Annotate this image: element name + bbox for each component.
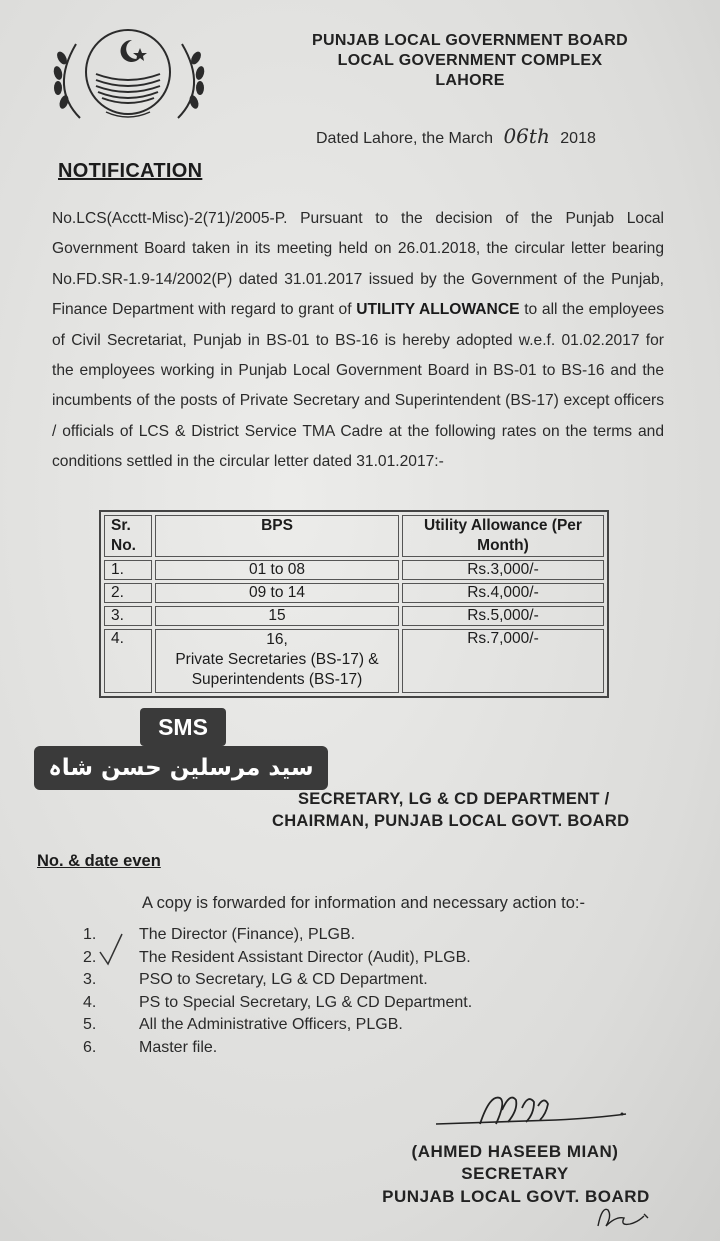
date-line xyxy=(316,124,596,148)
list-num: 6. xyxy=(83,1038,97,1056)
row-bps: 01 to 08 xyxy=(155,560,399,580)
copy-heading: No. & date even xyxy=(37,852,161,870)
initials-icon xyxy=(592,1200,662,1234)
tick-mark-icon xyxy=(96,930,126,970)
row-sr: 4. xyxy=(104,629,152,693)
table-header-row xyxy=(104,515,604,557)
table-row xyxy=(104,583,604,603)
list-text: All the Administrative Officers, PLGB. xyxy=(139,1016,403,1033)
header-sr: Sr. No. xyxy=(104,515,152,557)
org-complex: LOCAL GOVERNMENT COMPLEX xyxy=(337,52,603,69)
body-part1: No.LCS(Acctt-Misc)-2(71)/2005-P. Pursuant to the decision of the Punjab Local Government Board taken in its meeting held on 26.01.2018, the circular letter bearing No.FD.SR-1.9-14/2002(P) dated 31.01.2017 issued by the Government of the Punjab, Finance Department with regard to grant of xyxy=(52,210,664,319)
row-bps: 15 xyxy=(155,606,399,626)
date-day: 06th xyxy=(503,124,550,148)
table-row xyxy=(104,606,604,626)
row-allowance: Rs.4,000/- xyxy=(402,583,604,603)
list-text: PSO to Secretary, LG & CD Department. xyxy=(139,971,428,988)
list-text: The Resident Assistant Director (Audit), PLGB. xyxy=(139,948,471,966)
row-bps: 09 to 14 xyxy=(155,583,399,603)
notification-body xyxy=(52,204,664,478)
signatory2-name: (AHMED HASEEB MIAN) xyxy=(411,1142,619,1161)
header-allowance: Utility Allowance (Per Month) xyxy=(402,515,604,557)
list-text: Master file. xyxy=(139,1038,218,1056)
urdu-name-label: سید مرسلین حسن شاہ xyxy=(34,746,328,790)
row-allowance: Rs.5,000/- xyxy=(402,606,604,626)
sms-label: SMS xyxy=(140,708,226,746)
row-sr: 2. xyxy=(104,583,152,603)
list-num: 1. xyxy=(83,926,97,943)
body-bold: UTILITY ALLOWANCE xyxy=(356,301,520,319)
list-text: The Director (Finance), PLGB. xyxy=(139,926,356,943)
body-part2: to all the employees of Civil Secretariat, Punjab in BS-01 to BS-16 is hereby adopted w.e.f. 01.02.2017 for the employees working in Punjab Local Government Board in BS-01 to BS-16 and the incumbents of the posts of Private Secretary and Superintendent (BS-17) except officers / officials of LCS & District Service TMA Cadre at the following rates on the terms and conditions settled in the circular letter dated 31.01.2017:- xyxy=(52,301,664,471)
signatory-line1: SECRETARY, LG & CD DEPARTMENT / xyxy=(298,790,610,808)
date-prefix: Dated Lahore, the March xyxy=(316,130,493,147)
org-city: LAHORE xyxy=(435,72,505,89)
punjab-logo-icon xyxy=(40,18,218,126)
signatory2-title: SECRETARY xyxy=(461,1164,569,1183)
date-year: 2018 xyxy=(560,130,596,147)
allowance-table xyxy=(99,510,609,698)
row-sr: 3. xyxy=(104,606,152,626)
signatory2-org: PUNJAB LOCAL GOVT. BOARD xyxy=(382,1187,650,1206)
copy-intro: A copy is forwarded for information and necessary action to:- xyxy=(142,894,585,912)
signatory-line2: CHAIRMAN, PUNJAB LOCAL GOVT. BOARD xyxy=(272,812,630,830)
header-bps: BPS xyxy=(155,515,399,557)
org-name: PUNJAB LOCAL GOVERNMENT BOARD xyxy=(312,32,628,49)
row-allowance: Rs.3,000/- xyxy=(402,560,604,580)
list-num: 3. xyxy=(83,971,97,988)
row-sr: 1. xyxy=(104,560,152,580)
row-bps: 16, Private Secretaries (BS-17) & Superintendents (BS-17) xyxy=(155,629,399,693)
notification-title: NOTIFICATION xyxy=(58,160,203,182)
table-row xyxy=(104,629,604,693)
list-num: 4. xyxy=(83,993,97,1011)
list-text: PS to Special Secretary, LG & CD Department. xyxy=(139,993,473,1011)
row-allowance: Rs.7,000/- xyxy=(402,629,604,693)
table-row xyxy=(104,560,604,580)
list-num: 2. xyxy=(83,948,97,966)
list-num: 5. xyxy=(83,1016,97,1033)
signature-icon xyxy=(430,1090,640,1135)
